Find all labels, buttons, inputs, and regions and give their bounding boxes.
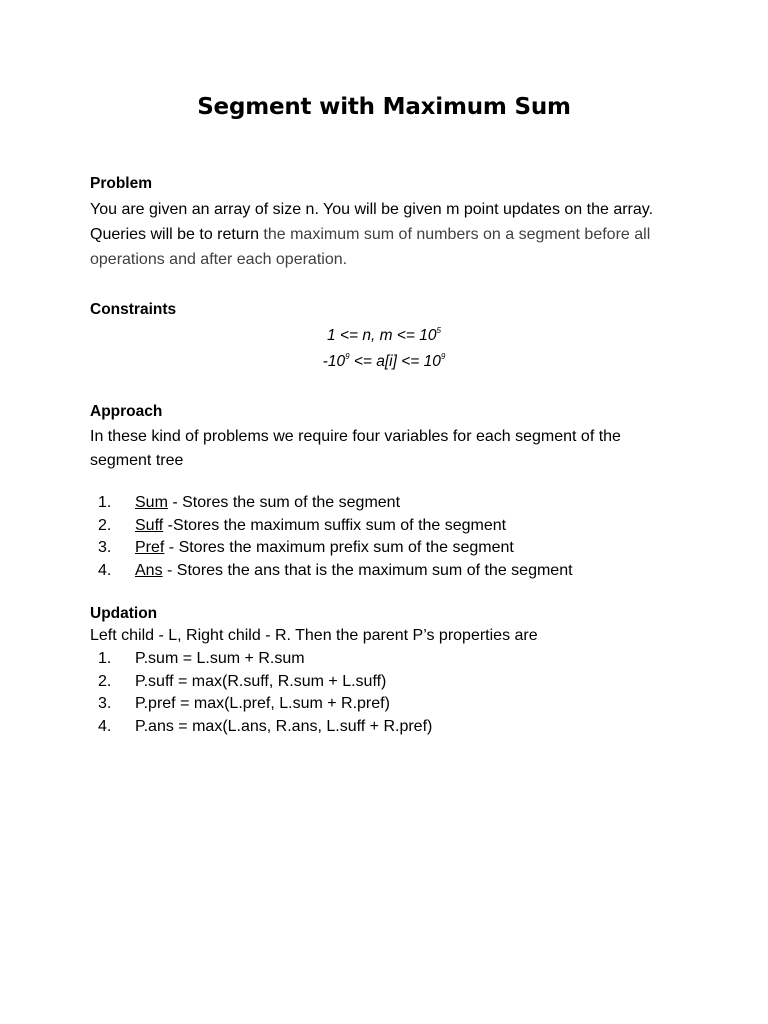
constraints-heading: Constraints bbox=[90, 301, 177, 318]
list-item-text: P.ans = max(L.ans, R.ans, L.suff + R.pref) bbox=[135, 717, 433, 735]
list-item-number: 1. bbox=[98, 494, 112, 511]
list-item-desc: -Stores the maximum suffix sum of the segment bbox=[163, 516, 507, 534]
list-item bbox=[90, 716, 432, 739]
list-item-number: 1. bbox=[98, 650, 112, 667]
list-item bbox=[90, 537, 573, 560]
list-item-number: 2. bbox=[98, 516, 112, 534]
approach-heading: Approach bbox=[90, 403, 163, 420]
problem-line-3: operations and after each operation. bbox=[90, 251, 348, 268]
list-item-term: Pref bbox=[135, 539, 165, 556]
constraint-2 bbox=[0, 353, 768, 371]
list-item-text: P.sum = L.sum + R.sum bbox=[135, 650, 305, 667]
list-item-number: 2. bbox=[98, 672, 112, 690]
approach-line-2: segment tree bbox=[90, 452, 184, 469]
constraint-1-exponent: 5 bbox=[436, 326, 441, 335]
document-title: Segment with Maximum Sum bbox=[197, 94, 571, 120]
list-item-number: 3. bbox=[98, 695, 112, 712]
constraint-1-text: 1 <= n, m <= 10 bbox=[327, 327, 437, 344]
list-item-desc: - Stores the sum of the segment bbox=[167, 494, 401, 511]
list-item-term: Suff bbox=[135, 516, 164, 534]
list-item bbox=[90, 492, 573, 515]
list-item-term: Ans bbox=[135, 561, 163, 579]
constraint-2-middle: <= a[i] <= 10 bbox=[349, 353, 441, 370]
constraint-2-exponent-2: 9 bbox=[440, 352, 446, 361]
constraint-2-exponent-1: 9 bbox=[345, 352, 350, 361]
problem-heading: Problem bbox=[90, 175, 153, 192]
problem-line-2 bbox=[90, 222, 690, 247]
problem-line-2a: Queries will be to return bbox=[90, 226, 264, 243]
approach-list bbox=[90, 492, 573, 582]
approach-text bbox=[90, 425, 690, 473]
list-item-number: 4. bbox=[98, 561, 112, 579]
problem-line-1: You are given an array of size n. You will be given m point updates on the array. bbox=[90, 201, 654, 218]
updation-line-1: Left child - L, Right child - R. Then the parent P’s properties are bbox=[90, 627, 538, 644]
constraint-1 bbox=[0, 327, 768, 345]
list-item bbox=[90, 693, 432, 716]
list-item bbox=[90, 648, 432, 671]
list-item bbox=[90, 560, 573, 583]
list-item bbox=[90, 515, 573, 538]
problem-line-2b: the maximum sum of numbers on a segment before all bbox=[263, 226, 651, 243]
list-item-text: P.suff = max(R.suff, R.sum + L.suff) bbox=[135, 672, 387, 690]
list-item-desc: - Stores the ans that is the maximum sum of the segment bbox=[162, 561, 573, 579]
list-item bbox=[90, 671, 432, 694]
list-item-term: Sum bbox=[135, 494, 168, 511]
list-item-text: P.pref = max(L.pref, L.sum + R.pref) bbox=[135, 695, 390, 712]
problem-text bbox=[90, 197, 690, 272]
updation-list bbox=[90, 648, 432, 738]
approach-line-1: In these kind of problems we require four variables for each segment of the bbox=[90, 428, 621, 445]
constraint-2-prefix: -10 bbox=[322, 353, 346, 370]
list-item-number: 4. bbox=[98, 717, 112, 735]
list-item-desc: - Stores the maximum prefix sum of the segment bbox=[164, 539, 514, 556]
list-item-number: 3. bbox=[98, 539, 112, 556]
updation-heading: Updation bbox=[90, 605, 158, 622]
